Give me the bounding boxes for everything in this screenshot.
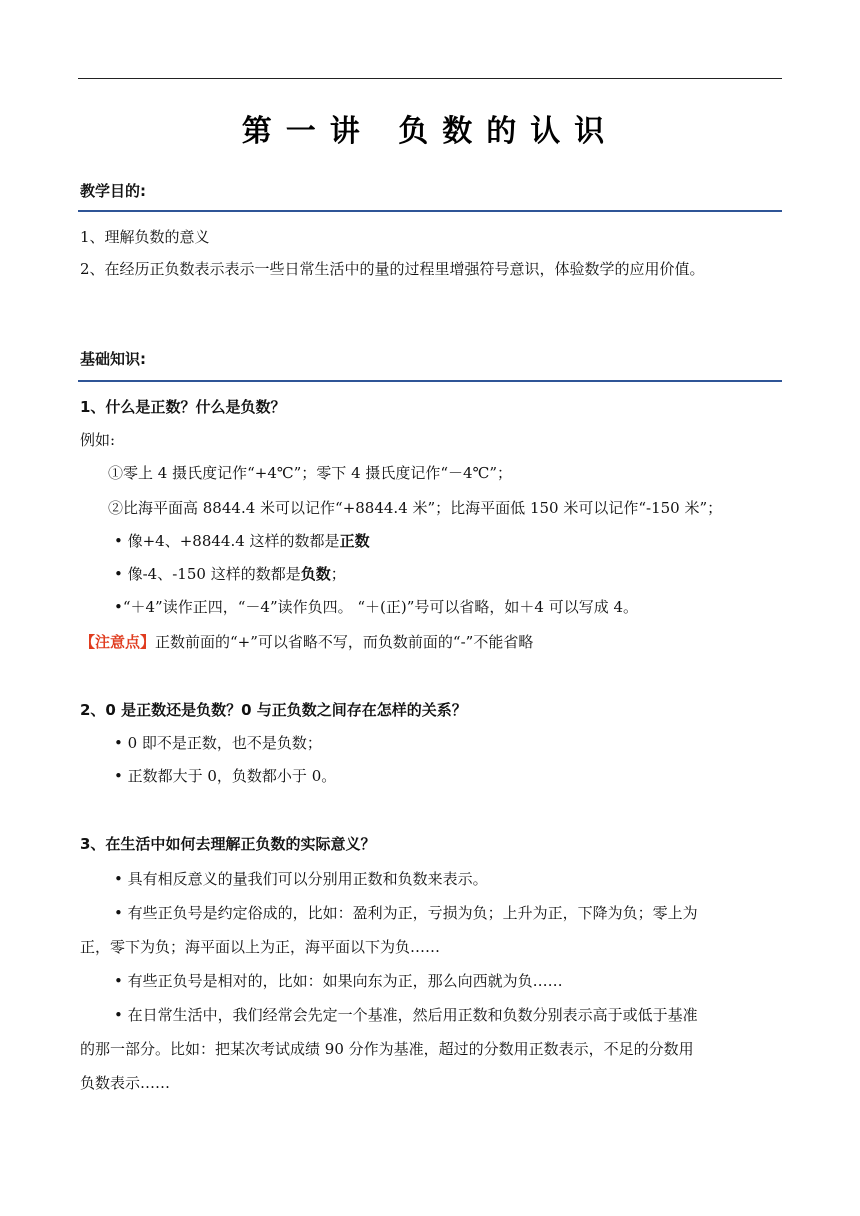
page-title: 第一讲 负数的认识: [241, 114, 619, 149]
bullet-convention-1: • 有些正负号是约定俗成的，比如：盈利为正，亏损为负；上升为正，下降为负；零上为: [114, 904, 698, 922]
bullet-opposite: • 具有相反意义的量我们可以分别用正数和负数来表示。: [114, 870, 488, 888]
note-text: 正数前面的“+”可以省略不写，而负数前面的“-”不能省略: [155, 633, 534, 651]
example-2: ②比海平面高 8844.4 米可以记作“+8844.4 米”；比海平面低 150 米可以记作“-150 米”；: [108, 499, 723, 517]
bullet-zero: • 0 即不是正数，也不是负数；: [114, 734, 322, 752]
bullet-relative: • 有些正负号是相对的，比如：如果向东为正，那么向西就为负……: [114, 972, 563, 990]
bullet-compare: • 正数都大于 0，负数都小于 0。: [114, 767, 337, 785]
bullet-negative-text: • 像-4、-150 这样的数都是: [114, 565, 301, 583]
objective-item-2: 2、在经历正负数表示表示一些日常生活中的量的过程里增强符号意识，体验数学的应用价值。: [80, 260, 705, 278]
bullet-negative: [114, 564, 346, 584]
bullet-positive: [114, 531, 370, 551]
question-2: 2、0 是正数还是负数？0 与正负数之间存在怎样的关系？: [80, 701, 467, 719]
bullet-baseline-3: 负数表示……: [80, 1074, 171, 1092]
bullet-negative-end: ；: [330, 565, 346, 583]
note-label: 【注意点】: [80, 633, 156, 651]
bullet-baseline-2: 的那一部分。比如：把某次考试成绩 90 分作为基准，超过的分数用正数表示，不足的分数用: [80, 1040, 694, 1058]
example-label: 例如:: [80, 431, 116, 449]
bullet-positive-text: • 像+4、+8844.4 这样的数都是: [114, 532, 340, 550]
objective-item-1: 1、理解负数的意义: [80, 228, 210, 246]
note: [80, 632, 533, 652]
objectives-heading: 教学目的:: [80, 182, 146, 200]
basics-heading: 基础知识:: [80, 350, 146, 368]
question-3: 3、在生活中如何去理解正负数的实际意义？: [80, 835, 376, 853]
term-negative: 负数: [300, 565, 331, 583]
bullet-baseline-1: • 在日常生活中，我们经常会先定一个基准，然后用正数和负数分别表示高于或低于基准: [114, 1006, 698, 1024]
basics-rule: [78, 380, 782, 382]
objectives-rule: [78, 210, 782, 212]
bullet-convention-2: 正，零下为负；海平面以上为正，海平面以下为负……: [80, 938, 441, 956]
top-rule: [78, 78, 782, 79]
term-positive: 正数: [339, 532, 370, 550]
example-1: ①零上 4 摄氏度记作“+4℃”；零下 4 摄氏度记作“－4℃”；: [108, 464, 513, 482]
question-1: 1、什么是正数？什么是负数？: [80, 398, 286, 416]
bullet-reading: •“＋4”读作正四，“－4”读作负四。 “＋(正)”号可以省略，如＋4 可以写成 4。: [114, 598, 639, 616]
